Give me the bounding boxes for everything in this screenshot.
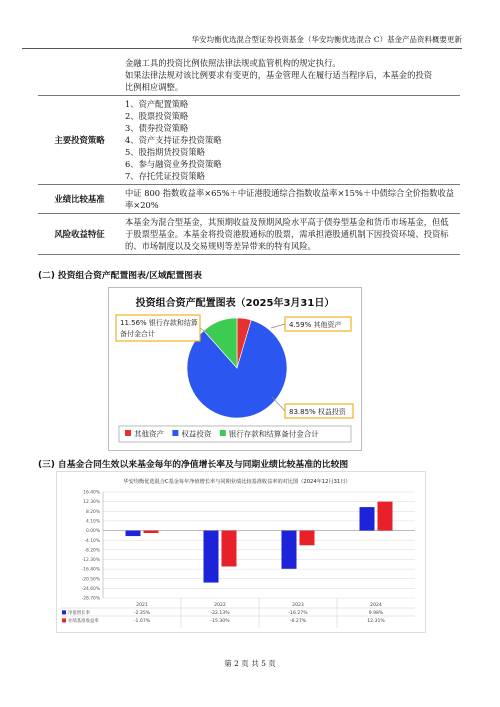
table-legend-swatch [62,610,66,614]
legend-label: 权益投资 [181,429,212,439]
x-category-label: 2023 [292,603,304,608]
data-label: -15.30% [210,619,230,624]
x-category-label: 2021 [136,603,148,608]
legend-label: 银行存款和结算备付金合计 [228,429,319,439]
data-label: -22.13% [210,611,230,616]
pie-chart-panel [108,287,362,451]
pie-chart [109,288,361,450]
strategy-label: 主要投资策略 [38,96,121,185]
bar-benchmark [144,531,159,534]
callout-equity-leader [272,397,285,411]
strategy-item: 3、债券投资策略 [125,123,189,133]
y-tick-label: 8.20% [86,509,100,515]
y-tick-label: -16.40% [81,567,100,573]
section-2-title: (二) 投资组合资产配置图表/区域配置图表 [38,271,202,281]
table-row-label: 业绩基准收益率 [68,619,99,624]
strategy-item: 5、股指期货投资策略 [125,147,205,157]
continued-line: 金融工具的投资比例依照法律法规或监管机构的规定执行。 [125,58,341,68]
y-tick-label: 0.00% [86,529,100,535]
strategy-item: 1、资产配置策略 [125,99,189,109]
section-3-title: (三) 自基金合同生效以来基金每年的净值增长率及与同期业绩比较基准的比较图 [38,460,349,470]
bar-benchmark [222,531,237,567]
callout-cash-text-2: 备付金合计 [120,330,155,338]
strategy-list [121,96,460,185]
y-tick-label: -24.60% [81,586,100,592]
bar-nav [204,531,219,583]
benchmark-text: 中证 800 指数收益率×65%＋中证港股通综合指数收益率×15%＋中债综合全价指数收益率×20% [121,185,460,214]
y-tick-label: 4.10% [86,519,100,525]
continued-label-cell [38,55,121,96]
callout-cash-text: 11.56% 银行存款和结算 [120,319,198,327]
legend-swatch [220,430,226,436]
page-footer: 第 2 页 共 5 页 [224,659,276,668]
y-tick-label: -20.50% [81,577,100,583]
bar-nav [126,531,141,537]
x-category-label: 2022 [214,603,226,608]
risk-label: 风险收益特征 [38,214,121,255]
benchmark-label: 业绩比较基准 [38,185,121,214]
y-tick-label: 16.40% [83,490,100,496]
continued-line: 比例相应调整。 [125,82,184,92]
risk-text: 本基金为混合型基金，其预期收益及预期风险水平高于债券型基金和货币市场基金，但低于股票型基金。本基金将投资港股通标的股票，需承担港股通机制下因投资环境、投资标的、市场制度以及交易规则等差异带来的特有风险。 [121,214,460,255]
legend-swatch [172,430,178,436]
pie-title: 投资组合资产配置图表（2025年3月31日） [135,298,335,309]
y-tick-label: -12.30% [81,558,100,564]
continued-line: 如果法律法规对该比例要求有变更的，基金管理人在履行适当程序后，本基金的投资 [125,70,432,80]
continued-text-cell [121,55,460,96]
legend-label: 其他资产 [134,429,164,439]
bar-benchmark [378,502,393,531]
bar-nav [282,531,297,569]
bar-benchmark [300,531,315,546]
strategy-item: 6、参与融资业务投资策略 [125,159,222,169]
data-label: 12.31% [367,619,385,624]
callout-other-leader [271,324,285,328]
y-tick-label: -4.10% [84,538,100,544]
y-tick-label: -28.70% [81,596,100,602]
data-label: -2.35% [133,611,151,616]
y-tick-label: 12.30% [83,500,100,506]
strategy-item: 4、资产支持证券投资策略 [125,135,222,145]
table-legend-swatch [62,618,66,622]
data-label: 9.98% [368,611,384,616]
bar-nav [360,507,375,530]
strategy-item: 2、股票投资策略 [125,111,189,121]
data-label: -16.27% [288,611,308,616]
bar-chart [57,472,425,632]
bar-chart-panel [56,471,426,633]
callout-equity-text: 83.85% 权益投资 [289,408,346,416]
strategy-item: 7、存托凭证投资策略 [125,171,205,181]
callout-other-text: 4.59% 其他资产 [289,321,342,329]
fund-info-table [38,55,460,255]
table-row-label: 净值增长率 [68,611,90,616]
data-label: -1.07% [133,619,151,624]
x-category-label: 2024 [370,603,382,608]
data-label: -6.27% [289,619,307,624]
page-header: 华安均衡优选混合型证券投资基金（华安均衡优选混合 C）基金产品资料概要更新 [22,34,462,49]
bar-title: 华安均衡优选混合C基金每年净值增长率与同期业绩比较基准收益率的对比图（2024年12月31日） [123,479,351,485]
legend-swatch [125,430,131,436]
y-tick-label: -8.20% [84,548,100,554]
